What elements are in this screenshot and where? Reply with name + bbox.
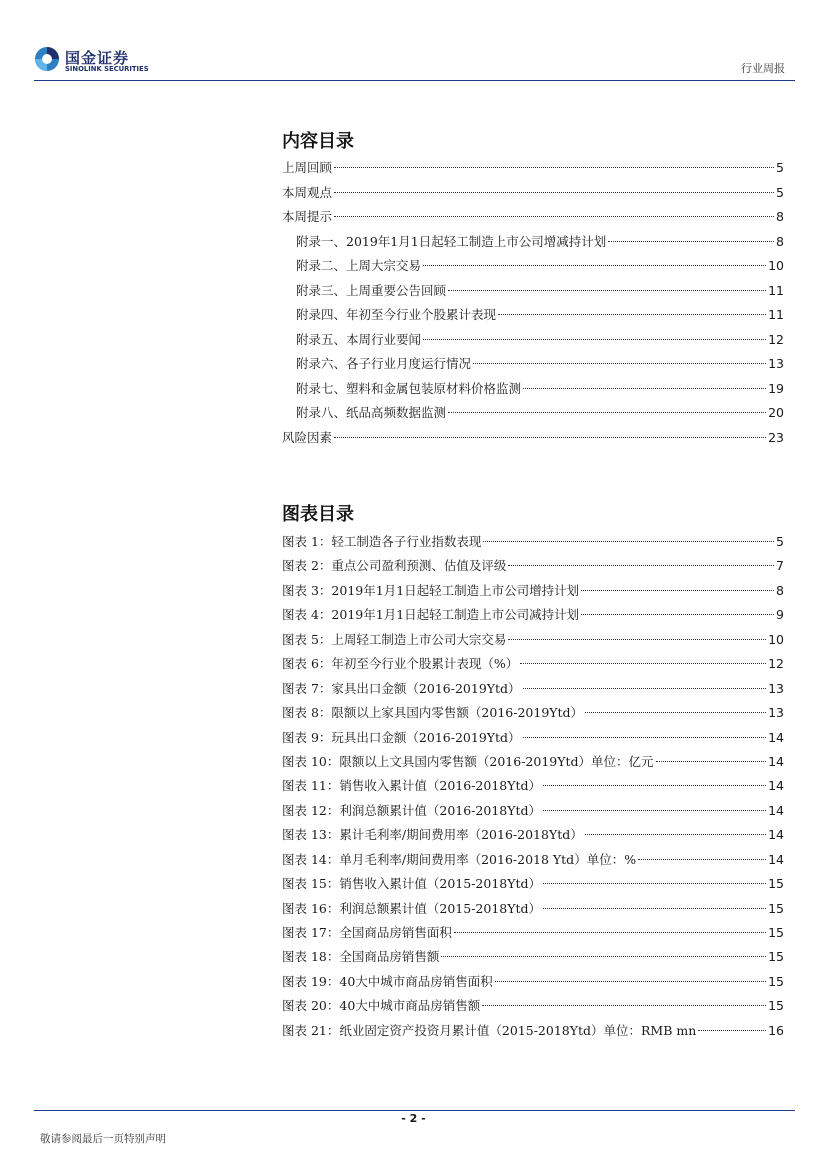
toc-entry-page: 19	[768, 380, 784, 396]
dot-leader	[441, 956, 766, 957]
toc-entry-page: 12	[768, 331, 784, 347]
figure-entry[interactable]	[282, 752, 784, 776]
table-of-contents	[282, 158, 784, 452]
figure-entry-label: 图表 6：年初至今行业个股累计表现（%）	[282, 656, 519, 672]
figure-entry-label: 图表 5：上周轻工制造上市公司大宗交易	[282, 631, 507, 647]
toc-entry[interactable]	[282, 428, 784, 453]
toc-entry-page: 13	[768, 356, 784, 371]
dot-leader	[543, 810, 766, 811]
figure-entry-label: 图表 12：利润总额累计值（2016-2018Ytd）	[282, 802, 542, 818]
toc-title: 内容目录	[282, 131, 354, 152]
figure-entry-page: 14	[768, 778, 784, 794]
dot-leader	[523, 388, 766, 389]
toc-entry-page: 20	[768, 405, 784, 420]
toc-entry[interactable]	[282, 330, 784, 355]
figure-entry-page: 14	[768, 827, 784, 843]
page-header	[0, 0, 827, 82]
figure-entry[interactable]	[282, 996, 784, 1020]
dot-leader	[508, 639, 766, 640]
figure-entry[interactable]	[282, 923, 784, 947]
figure-entry[interactable]	[282, 972, 784, 996]
toc-entry-label: 附录二、上周大宗交易	[296, 258, 422, 273]
figure-entry[interactable]	[282, 679, 784, 703]
page-number: - 2 -	[401, 1112, 426, 1125]
dot-leader	[523, 737, 767, 738]
toc-entry-label: 附录七、塑料和金属包装原材料价格监测	[296, 380, 522, 396]
dot-leader	[608, 241, 774, 242]
dot-leader	[334, 216, 774, 217]
toc-entry[interactable]	[282, 183, 784, 208]
disclaimer-text: 敬请参阅最后一页特别声明	[40, 1133, 166, 1145]
toc-entry[interactable]	[282, 256, 784, 281]
dot-leader	[585, 712, 766, 713]
company-logo	[34, 46, 164, 78]
figure-entry-label: 图表 16：利润总额累计值（2015-2018Ytd）	[282, 900, 542, 916]
figure-entry-page: 15	[768, 998, 784, 1014]
figure-entry-label: 图表 9：玩具出口金额（2016-2019Ytd）	[282, 729, 521, 745]
figure-entry-page: 14	[768, 729, 784, 745]
figure-entry-page: 5	[776, 534, 784, 549]
figure-entry-page: 15	[768, 973, 784, 989]
figure-entry[interactable]	[282, 801, 784, 825]
toc-entry-page: 8	[776, 233, 784, 249]
dot-leader	[498, 314, 766, 315]
figure-entry[interactable]	[282, 947, 784, 971]
figure-entry[interactable]	[282, 825, 784, 849]
toc-entry[interactable]	[282, 354, 784, 379]
logo-mark-icon	[34, 46, 60, 72]
dot-leader	[508, 565, 774, 566]
report-type: 行业周报	[741, 62, 785, 75]
figure-entry-label: 图表 19：40大中城市商品房销售面积	[282, 973, 493, 989]
figure-entry-page: 14	[768, 802, 784, 818]
dot-leader	[581, 614, 774, 615]
figure-entry-label: 图表 18：全国商品房销售额	[282, 949, 440, 965]
dot-leader	[334, 192, 774, 193]
figure-entry-page: 15	[768, 925, 784, 940]
dot-leader	[543, 883, 766, 884]
toc-entry[interactable]	[282, 207, 784, 232]
toc-entry-page: 5	[776, 160, 784, 175]
figure-entry-page: 14	[768, 851, 784, 867]
toc-entry-label: 附录八、纸品高频数据监测	[296, 405, 447, 420]
toc-entry[interactable]	[282, 281, 784, 306]
toc-entry-label: 上周回顾	[282, 160, 333, 175]
figure-entry-page: 10	[768, 631, 784, 647]
toc-entry-label: 风险因素	[282, 429, 333, 445]
figure-entry-page: 15	[768, 900, 784, 916]
toc-entry-page: 23	[768, 429, 784, 445]
toc-entry-label: 本周提示	[282, 209, 333, 224]
dot-leader	[581, 590, 774, 591]
figure-entry[interactable]	[282, 654, 784, 678]
figure-entry-label: 图表 17：全国商品房销售面积	[282, 925, 452, 940]
figure-list-title: 图表目录	[282, 504, 354, 525]
toc-entry[interactable]	[282, 403, 784, 428]
figure-entry-label: 图表 2：重点公司盈利预测、估值及评级	[282, 558, 507, 574]
figure-entry-label: 图表 21：纸业固定资产投资月累计值（2015-2018Ytd）单位：RMB mn	[282, 1022, 697, 1038]
figure-entry[interactable]	[282, 776, 784, 800]
figure-entry[interactable]	[282, 581, 784, 605]
toc-entry-label: 本周观点	[282, 184, 333, 200]
figure-entry-page: 7	[776, 558, 784, 574]
figure-entry-label: 图表 15：销售收入累计值（2015-2018Ytd）	[282, 876, 542, 892]
toc-entry-label: 附录三、上周重要公告回顾	[296, 282, 447, 298]
toc-entry[interactable]	[282, 305, 784, 330]
figure-entry-label: 图表 20：40大中城市商品房销售额	[282, 998, 481, 1014]
figure-entry-label: 图表 4：2019年1月1日起轻工制造上市公司减持计划	[282, 607, 580, 623]
figure-entry-label: 图表 14：单月毛利率/期间费用率（2016-2018 Ytd）单位：%	[282, 851, 637, 867]
figure-entry[interactable]	[282, 532, 784, 556]
logo-text-en: SINOLINK SECURITIES	[65, 65, 149, 73]
figure-entry-label: 图表 10：限额以上文具国内零售额（2016-2019Ytd）单位：亿元	[282, 753, 654, 769]
figure-entry-page: 8	[776, 582, 784, 598]
figure-entry-page: 13	[768, 680, 784, 696]
header-divider	[34, 80, 795, 81]
footer-divider	[34, 1110, 795, 1111]
figure-list	[282, 532, 784, 1045]
dot-leader	[473, 363, 766, 364]
figure-entry-page: 15	[768, 949, 784, 965]
toc-entry-page: 8	[776, 209, 784, 224]
dot-leader	[448, 290, 766, 291]
dot-leader	[483, 541, 774, 542]
figure-entry[interactable]	[282, 728, 784, 752]
dot-leader	[638, 859, 766, 860]
dot-leader	[698, 1030, 766, 1031]
figure-entry-page: 15	[768, 876, 784, 892]
figure-entry[interactable]	[282, 605, 784, 629]
figure-entry-page: 12	[768, 656, 784, 672]
dot-leader	[334, 167, 774, 168]
toc-entry-label: 附录六、各子行业月度运行情况	[296, 356, 472, 371]
dot-leader	[482, 1005, 766, 1006]
toc-entry-page: 11	[768, 282, 784, 298]
logo-text-cn: 国金证券	[65, 49, 130, 67]
toc-entry[interactable]	[282, 158, 784, 183]
toc-entry-label: 附录四、年初至今行业个股累计表现	[296, 307, 497, 322]
toc-entry-label: 附录一、2019年1月1日起轻工制造上市公司增减持计划	[296, 233, 607, 249]
figure-entry[interactable]	[282, 850, 784, 874]
dot-leader	[448, 412, 766, 413]
dot-leader	[585, 834, 766, 835]
figure-entry[interactable]	[282, 899, 784, 923]
figure-entry[interactable]	[282, 630, 784, 654]
figure-entry-page: 16	[768, 1022, 784, 1038]
dot-leader	[334, 437, 766, 438]
figure-entry-label: 图表 13：累计毛利率/期间费用率（2016-2018Ytd）	[282, 827, 583, 843]
toc-entry-page: 5	[776, 184, 784, 200]
dot-leader	[656, 761, 767, 762]
figure-entry[interactable]	[282, 556, 784, 580]
toc-entry-page: 11	[768, 307, 784, 322]
figure-entry-page: 13	[768, 705, 784, 721]
dot-leader	[543, 908, 766, 909]
figure-entry[interactable]	[282, 874, 784, 898]
figure-entry[interactable]	[282, 703, 784, 727]
figure-entry-label: 图表 8：限额以上家具国内零售额（2016-2019Ytd）	[282, 705, 584, 721]
dot-leader	[543, 785, 766, 786]
toc-entry[interactable]	[282, 379, 784, 404]
dot-leader	[423, 265, 766, 266]
toc-entry-label: 附录五、本周行业要闻	[296, 331, 422, 347]
figure-entry-label: 图表 11：销售收入累计值（2016-2018Ytd）	[282, 778, 542, 794]
figure-entry-label: 图表 3：2019年1月1日起轻工制造上市公司增持计划	[282, 582, 580, 598]
figure-entry-label: 图表 1：轻工制造各子行业指数表现	[282, 534, 482, 549]
figure-entry[interactable]	[282, 1021, 784, 1045]
dot-leader	[523, 688, 767, 689]
figure-entry-page: 14	[768, 753, 784, 769]
dot-leader	[454, 932, 766, 933]
toc-entry-page: 10	[768, 258, 784, 273]
figure-entry-page: 9	[776, 607, 784, 623]
dot-leader	[423, 339, 766, 340]
toc-entry[interactable]	[282, 232, 784, 257]
figure-entry-label: 图表 7：家具出口金额（2016-2019Ytd）	[282, 680, 521, 696]
dot-leader	[520, 663, 766, 664]
dot-leader	[495, 981, 766, 982]
